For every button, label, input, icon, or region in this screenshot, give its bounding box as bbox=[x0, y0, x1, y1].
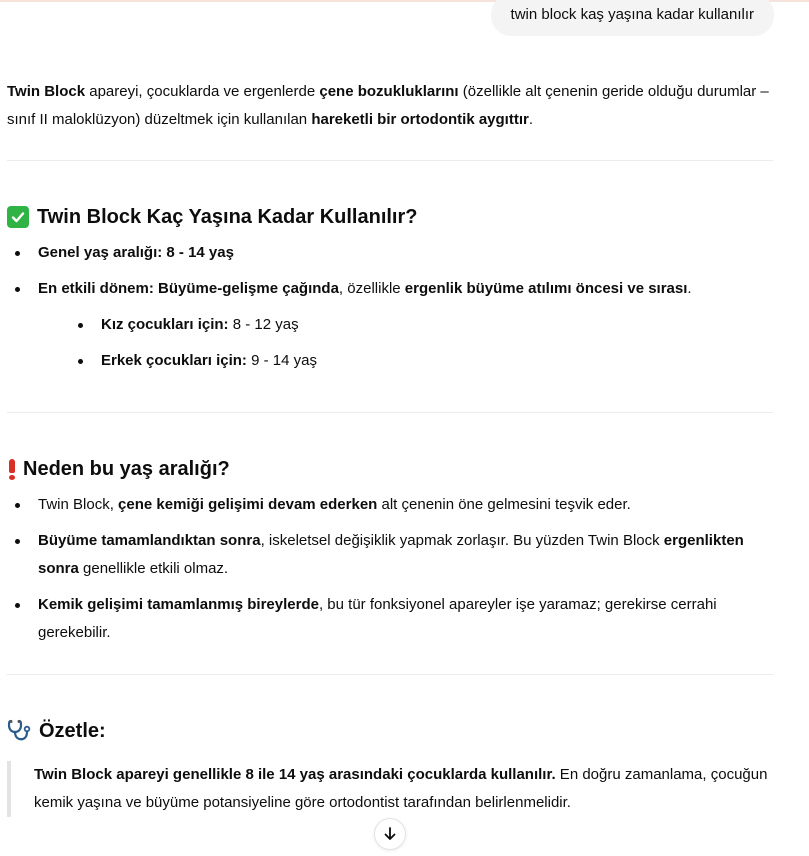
assistant-response bbox=[7, 78, 773, 817]
summary-quote: Twin Block apareyi genellikle 8 ile 14 yaş arasındaki çocuklarda kullanılır. En doğru zamanlama, çocuğun kemik yaşına ve büyüme potansiyeline göre ortodontist tarafından belirlenmelidir. bbox=[7, 761, 773, 817]
exclamation-icon bbox=[7, 459, 17, 480]
section-heading-age bbox=[7, 203, 773, 231]
age-list bbox=[7, 239, 773, 375]
sub-list bbox=[38, 311, 773, 375]
why-list bbox=[7, 491, 773, 647]
list-item: En etkili dönem: Büyüme-gelişme çağında, özellikle ergenlik büyüme atılımı öncesi ve sırası. Kız çocukları için: 8 - 12 yaş Erkek çocukları için: 9 - 14 yaş bbox=[7, 275, 773, 375]
list-item: Erkek çocukları için: 9 - 14 yaş bbox=[38, 347, 773, 375]
list-item: Kız çocukları için: 8 - 12 yaş bbox=[38, 311, 773, 339]
section-heading-why bbox=[7, 455, 773, 483]
section-title: Twin Block Kaç Yaşına Kadar Kullanılır? bbox=[37, 206, 418, 228]
section-heading-summary bbox=[7, 717, 773, 745]
divider bbox=[7, 674, 773, 675]
divider bbox=[7, 412, 773, 413]
check-mark-icon bbox=[7, 206, 29, 228]
list-item: Genel yaş aralığı: 8 - 14 yaş bbox=[7, 239, 773, 267]
divider bbox=[7, 160, 773, 161]
user-message-text: twin block kaş yaşına kadar kullanılır bbox=[510, 6, 754, 23]
stethoscope-icon bbox=[7, 719, 33, 743]
list-item: Kemik gelişimi tamamlanmış bireylerde, bu tür fonksiyonel apareyler işe yaramaz; gerekirse cerrahi gerekebilir. bbox=[7, 591, 773, 647]
arrow-down-icon bbox=[382, 826, 398, 842]
list-item: Twin Block, çene kemiği gelişimi devam ederken alt çenenin öne gelmesini teşvik eder. bbox=[7, 491, 773, 519]
section-title: Neden bu yaş aralığı? bbox=[23, 458, 230, 480]
list-item: Büyüme tamamlandıktan sonra, iskeletsel değişiklik yapmak zorlaşır. Bu yüzden Twin Block ergenlikten sonra genellikle etkili olmaz. bbox=[7, 527, 773, 583]
user-message-bubble bbox=[491, 0, 774, 36]
scroll-to-bottom-button[interactable] bbox=[374, 818, 406, 850]
intro-paragraph: Twin Block apareyi, çocuklarda ve ergenlerde çene bozukluklarını (özellikle alt çenenin geride olduğu durumlar – sınıf II maloklüzyon) düzeltmek için kullanılan hareketli bir ortodontik aygıttır. bbox=[7, 83, 769, 128]
section-title: Özetle: bbox=[39, 720, 106, 742]
